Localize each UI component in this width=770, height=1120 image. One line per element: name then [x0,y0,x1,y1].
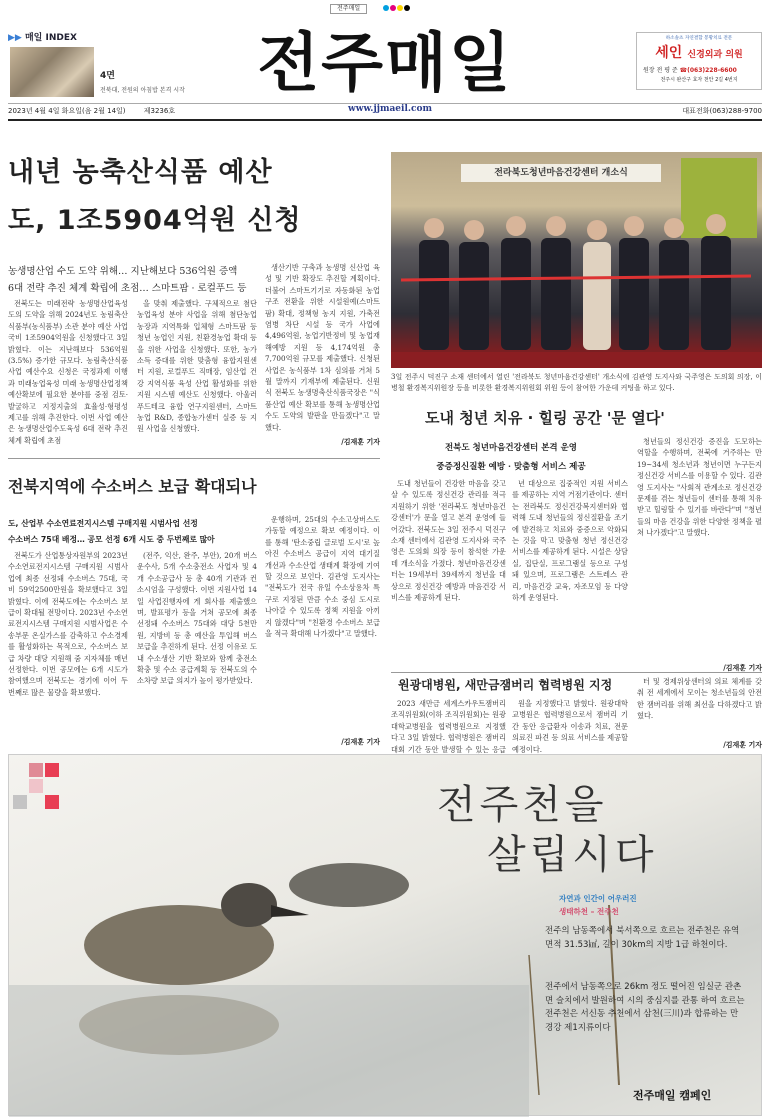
dateline-phone: 대표전화(063)288-9700 [682,107,762,115]
story1-col1-text: 전북도는 미래전략 농생명산업육성 도의 도약을 위해 2024년도 농림축산식품부(농식품부) 소관 분야 예산 사업 국비 1조5904억원을 신청했다고 3일 밝혔다. 이는 지난해보다 536억원(3.5%) 증가한 규모다. 농림축산식품사업 예산수요 신청은 국정과제 이행과 미래농업육성 미래 농생명산업정책 예산확보에 필요한 분야를 중점 검토·발굴하고 지정지출의 효율성·형평성 제고를 위해 추진한다. 이번 사업 예산은 농생명산업수도육성 6대 전략 추진 체계 확립에 초점 [8,299,128,445]
bottom-ad[interactable] [8,754,762,1116]
story1-sub1: 농생명산업 수도 도약 위해… 지난해보다 536억원 증액 [8,266,238,277]
story4-rule [391,672,762,673]
story3-rule [8,458,380,459]
story3-col2 [137,550,257,738]
bottom-ad-tag1: 자연과 인간이 어우러진 [559,894,637,903]
story1-sub2: 6대 전략 추진 체계 확립에 초점… 스마트팜 · 로컬푸드 등 [8,283,247,294]
arrow-icon: ▶▶ [8,33,22,43]
cmyk-dot [397,5,403,11]
cmyk-dot [390,5,396,11]
top-strip-label: 전주매일 [330,4,367,14]
story3-col1 [8,550,128,738]
top-ad-address: 전주시 완산구 효자 천안 2길 4번지 [660,77,738,83]
cmyk-dot [404,5,410,11]
bottom-ad-title1: 전주천을 [437,782,608,828]
bottom-ad-sign: 전주매일 캠페인 [633,1089,712,1102]
story3-byline: /김재훈 기자 [341,737,380,746]
bottom-ad-para1: 전주의 남동쪽에서 북서쪽으로 흐르는 전주천은 유역면적 31.53㎢, 길이 30km의 지방 1급 하천이다. [545,926,740,950]
story4-col2-text: 원을 지정했다고 밝혔다. 원광대학교병원은 협력병원으로서 잼버리 기간 동안 응급환자 이송과 치료, 전문 의료진 파견 등 의료 서비스를 제공할 예정이다. [512,699,628,754]
story4-byline: /김재훈 기자 [723,740,762,749]
issue-number: 제3236호 [143,107,176,115]
story4-headline: 원광대병원, 새만금잼버리 협력병원 지정 [398,678,613,692]
dateline-rule-bottom [8,119,762,121]
top-ad-phone-row [637,65,761,74]
dateline-date [8,106,175,116]
index-page: 4면 [100,71,115,81]
story2-col2-text: 년 대상으로 집중적인 지원 서비스를 제공하는 지역 거점기관이다. 센터는 전라북도 정신건강복지센터와 협력해 도내 청년들의 정신질환을 조기에 발견하고 치료와 중증으로 악화되는 것을 막고 맞춤형 청년 정신건강 서비스를 제공하게 된다. 시설은 상담실, 집단실, 프로그램실 등으로 구성돼 있으며, 프로그램은 스트레스 관리, 마음건강 교육, 자조모임 등 다양하게 운영된다. [512,479,628,603]
story2-col2 [512,478,628,666]
story3-col3-text: 운행하며, 25대의 수소고상버스도 가동할 예정으로 확보 예정이다. 이를 통해 '탄소중립 글로벌 도시'로 높아진 수소버스 공급이 지역 대기질 개선과 수소산업 생태계 확장에 기여할 것으로 보인다. 김관영 도지사는 "전북도가 전국 유일 수소상용차 특구로 지정된 만큼 수소 중심 도시로 나아갈 수 있도록 정책 지원을 아끼지 않겠다"며 "친환경 수소버스 보급을 적극 확대해 나가겠다"고 말했다. [265,515,380,639]
cmyk-dot [383,5,389,11]
index-title: 매일 INDEX [24,33,77,43]
bottom-ad-title2: 살립시다 [487,832,658,878]
story4-col1 [391,698,506,754]
index-title-row [8,30,198,43]
photo-people [391,152,762,368]
top-ad-name: 세인 [655,45,683,61]
story3-sub1: 도, 산업부 수소연료전지시스템 구매지원 시범사업 선정 [8,519,198,528]
story2-headline: 도내 청년 치유 · 힐링 공간 '문 열다' [425,409,665,427]
story2-col3 [637,436,762,666]
story2-col3-text: 청년들의 정신건강 증진을 도모하는 역할을 수행하며, 전북에 거주하는 만 19~34세 청소년과 청년이면 누구든지 정신건강 서비스를 이용할 수 있다. 김관영 도지사는 "사회적 관계소로 정신건강 문제를 겪는 청년들이 센터를 통해 치유 받고 힐링할 수 있기를 바란다"며 "청년들의 마음 건강을 위한 다양한 정책을 펼쳐 나가겠다"고 말했다. [637,437,762,538]
top-strip [330,4,430,14]
story2-col1-text: 도내 청년들이 건강한 마음을 갖고 살 수 있도록 정신건강 관리를 적극 지원하기 위한 '전라북도 청년마음건강센터'가 문을 열고 본격 운영에 들어갔다. 전북도는 3일 전주시 덕진구 소재 센터에서 김관영 도지사와 국주영은 도의회 의장 등이 참석한 가운데 개소식을 가졌다. 청년마음건강센터는 19세부터 39세까지 청년을 대상으로 정신건강 예방과 마음건강 서비스를 제공하게 된다. [391,479,506,603]
index-desc: 전북대, 전원의 아침밥 본격 시작 [100,87,185,94]
masthead-url[interactable]: www.jjmaeil.com [347,104,433,114]
story4-col2 [512,698,628,754]
photo-caption-text: 3일 전주시 덕진구 소재 센터에서 열린 '전라북도 청년마음건강센터' 개소식에 김관영 도지사와 국주영은 도의회 의장, 이병철 환경복지위원장 등을 비롯한 환경복지위원회 위원 등이 참여한 가운데 커팅을 하고 있다. [391,373,762,392]
story1-col2 [137,298,257,446]
bottom-ad-tag2: 생태하천 – 전주천 [559,907,619,916]
photo-caption [391,372,762,400]
story2-sub2: 중증정신질환 예방 · 맞춤형 서비스 제공 [436,462,586,472]
dateline-rule-top [8,103,762,104]
top-ad-small: 하소솔츠 자연결합 봉황치료 전문 [665,36,733,41]
top-ad-name-row [637,42,761,62]
story4-col1-text: 2023 새만금 세계스카우트잼버리조직위원회(이하 조직위원회)는 원광대학교병원을 협력병원으로 지정했다고 3일 밝혔다. 협력병원은 잼버리 대회 기간 동안 발생할 수 있는 응급 [391,699,506,754]
masthead-title: 전주매일 [257,27,513,101]
story3-col2-text: (전주, 익산, 완주, 부안), 20개 버스 운수사, 5개 수소충전소 사업자 및 4개 수소공급사 등 총 40개 기관과 컨소시엄을 구성했다. 이번 지원사업 14일 사업진행자에 게 회사를 제출했으며, 발표평가 등을 거쳐 공모에 최종 선정돼 수소버스 75대와 대당 5천만원, 지방비 등 총 예산을 투입해 버스 보급을 추진하게 된다. 선정 이유로 도내 수소생산 기반 확보와 함께 충전소 확충 및 수소 공급계획 등 전북도의 수소차량 보급 의지가 높이 평가받았다. [137,551,257,686]
story1-col3 [265,262,380,434]
index-box [8,30,198,100]
top-ad[interactable] [636,32,762,90]
story1-headline2: 도, 1조5904억원 신청 [8,205,302,236]
story4-col3-text: 터 및 경제위상센터의 의료 체계를 갖춰 전 세계에서 모이는 청소년들의 안전한 잼버리를 위해 최선을 다하겠다고 밝혔다. [637,677,762,721]
story3-col3 [265,514,380,734]
ceremony-photo [391,152,762,368]
bottom-ad-para2: 전주에서 남동쪽으로 26km 정도 떨어진 임실군 관촌면 슬치에서 발원하여 시의 중심지를 관통 하여 흐르는 전주천은 서신동 추천에서 삼천(三川)과 합류하는 만경강 제1지류이다 [545,982,745,1033]
top-ad-sub: 신경외과 의원 [687,50,743,60]
story2-col1 [391,478,506,666]
top-ad-doctor: 원장 전 평 준 [643,67,678,74]
top-ad-phone: ☎(063)228-6600 [679,67,737,74]
story3-sub2: 수소버스 75대 배정… 공모 선정 6개 시도 중 두번째로 많아 [8,535,215,544]
story1-headline1: 내년 농축산식품 예산 [8,157,273,188]
index-photo [10,47,94,97]
story1-byline: /김재훈 기자 [341,437,380,446]
photo-banner: 전라북도청년마음건강센터 개소식 [461,164,661,182]
story2-sub1: 전북도 청년마음건강센터 본격 운영 [444,443,578,453]
story4-col3 [637,676,762,736]
story2-byline: /김재훈 기자 [723,663,762,672]
story3-headline: 전북지역에 수소버스 보급 확대되나 [8,477,257,496]
story1-col3-text: 생산기반 구축과 농생명 신산업 육성 및 기반 확장도 추진할 계획이다. 더불어 스마트기기로 자동화된 농업구조 전환을 위한 시설원예(스마트팜) 확대, 정책형 농지 지원, 가축전염병 차단 시설 등 국가 사업에 4,496억원, 농업기반정비 및 농업재해예방 지원 등 4,174억원 총 7,700억원 규모를 제출했다. 신청된 사업은 농식품부 1차 심의를 거쳐 5월 말까지 기재부에 제출된다. 신원식 전북도 농생명축산식품국장은 "식품산업 예산 확보를 통해 농생명산업 수도 도약의 발판을 만들겠다"고 말했다. [265,263,380,432]
story1-col2-text: 을 맞춰 제출했다. 구체적으로 첨단농업육성 분야 사업을 위해 첨단농업 농장과 지역특화 입체형 스마트팜 등 청년 농업인 지원, 친환경농업 확대 등을 위한 사업을 신청했다. 또한, 농가소득 증대를 위한 맞춤형 융합지원센터 지원, 로컬푸드 직매장, 임산업 건강 지역식품 육성 산업 활성화를 위한 지원 시스템 예산도 신청했다. 아울러 푸드테크 융합 연구지원센터, 스마트농업 R&D, 종합농가센터 실증 등 지원 사업을 신청했다. [137,299,257,434]
story3-col1-text: 전북도가 산업통상자원부의 2023년 수소연료전지시스템 구매지원 시범사업에 최종 선정돼 수소버스 75대, 국비 59억2500만원을 확보했다고 3일 밝혔다. 이에 전북도에는 수소버스 보급이 확대될 전망이다. 2023년 수소연료전지시스템 구매지원 시범사업은 수송부문 온실가스를 감축하고 수소경제를 활성화하는 목적으로, 수소버스 보급 차량 대당 지원해 줌 지자체를 매년 선정한다. 이번 공모에는 6개 시도가 참여했으며 전북도는 경기에 이어 두번째로 많은 물량을 확보했다. [8,551,128,697]
story1-col1 [8,298,128,446]
cmyk-marks [382,5,410,13]
date-text: 2023년 4월 4일 화요일(음 2월 14일) [8,107,126,115]
